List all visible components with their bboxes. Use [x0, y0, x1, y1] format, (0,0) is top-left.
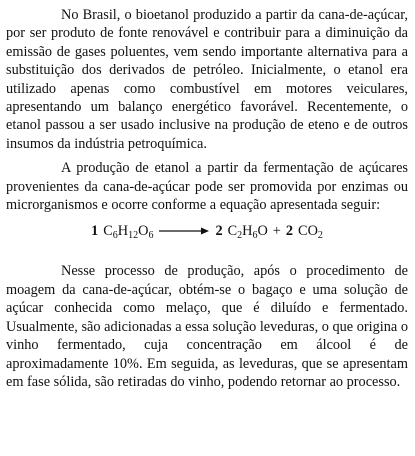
paragraph-intro: No Brasil, o bioetanol produzido a partir da cana-de-açúcar, por ser produto de fonte renovável e contribuir para a diminuição da emissão de gases poluentes, vem sendo importante alternativa para a substituição dos derivados de petróleo. Inicialmente, o etanol era utilizado apenas como combustível em motores veiculares, apresentando um balanço energético favorável. Recentemente, o etanol passou a ser usado inclusive na produção de eteno e de outros insumos da indústria petroquímica.: [6, 7, 408, 152]
reactant-formula: $C_6H_{12}O_6$: [103, 222, 154, 241]
product1-coefficient: 2: [215, 222, 223, 239]
paragraph-process: Nesse processo de produção, após o procedimento de moagem da cana-de-açúcar, obtém-se o bagaço e uma solução de açúcar conhecida como melaço, que é diluído e fermentado. Usualmente, são adicionadas a essa solução leveduras, o que origina o vinho fermentado, cuja concentração em álcool é de aproximadamente 10%. Em seguida, as leveduras, que se apresentam em fase sólida, são retiradas do vinho, podendo retornar ao processo.: [6, 263, 408, 390]
plus-sign: +: [272, 222, 281, 239]
product1-formula: $C_2H_6O$: [227, 222, 268, 241]
chemical-equation: [6, 220, 408, 242]
document-page: [6, 6, 408, 391]
reaction-arrow-icon: [159, 226, 209, 236]
product2-coefficient: 2: [285, 222, 294, 239]
reactant-coefficient: 1: [91, 222, 99, 239]
product2-formula: $CO_2$: [298, 222, 323, 241]
paragraph-fermentation: A produção de etanol a partir da fermentação de açúcares provenientes da cana-de-açúcar pode ser promovida por enzimas ou microrganismos e ocorre conforme a equação apresentada seguir:: [6, 160, 408, 214]
